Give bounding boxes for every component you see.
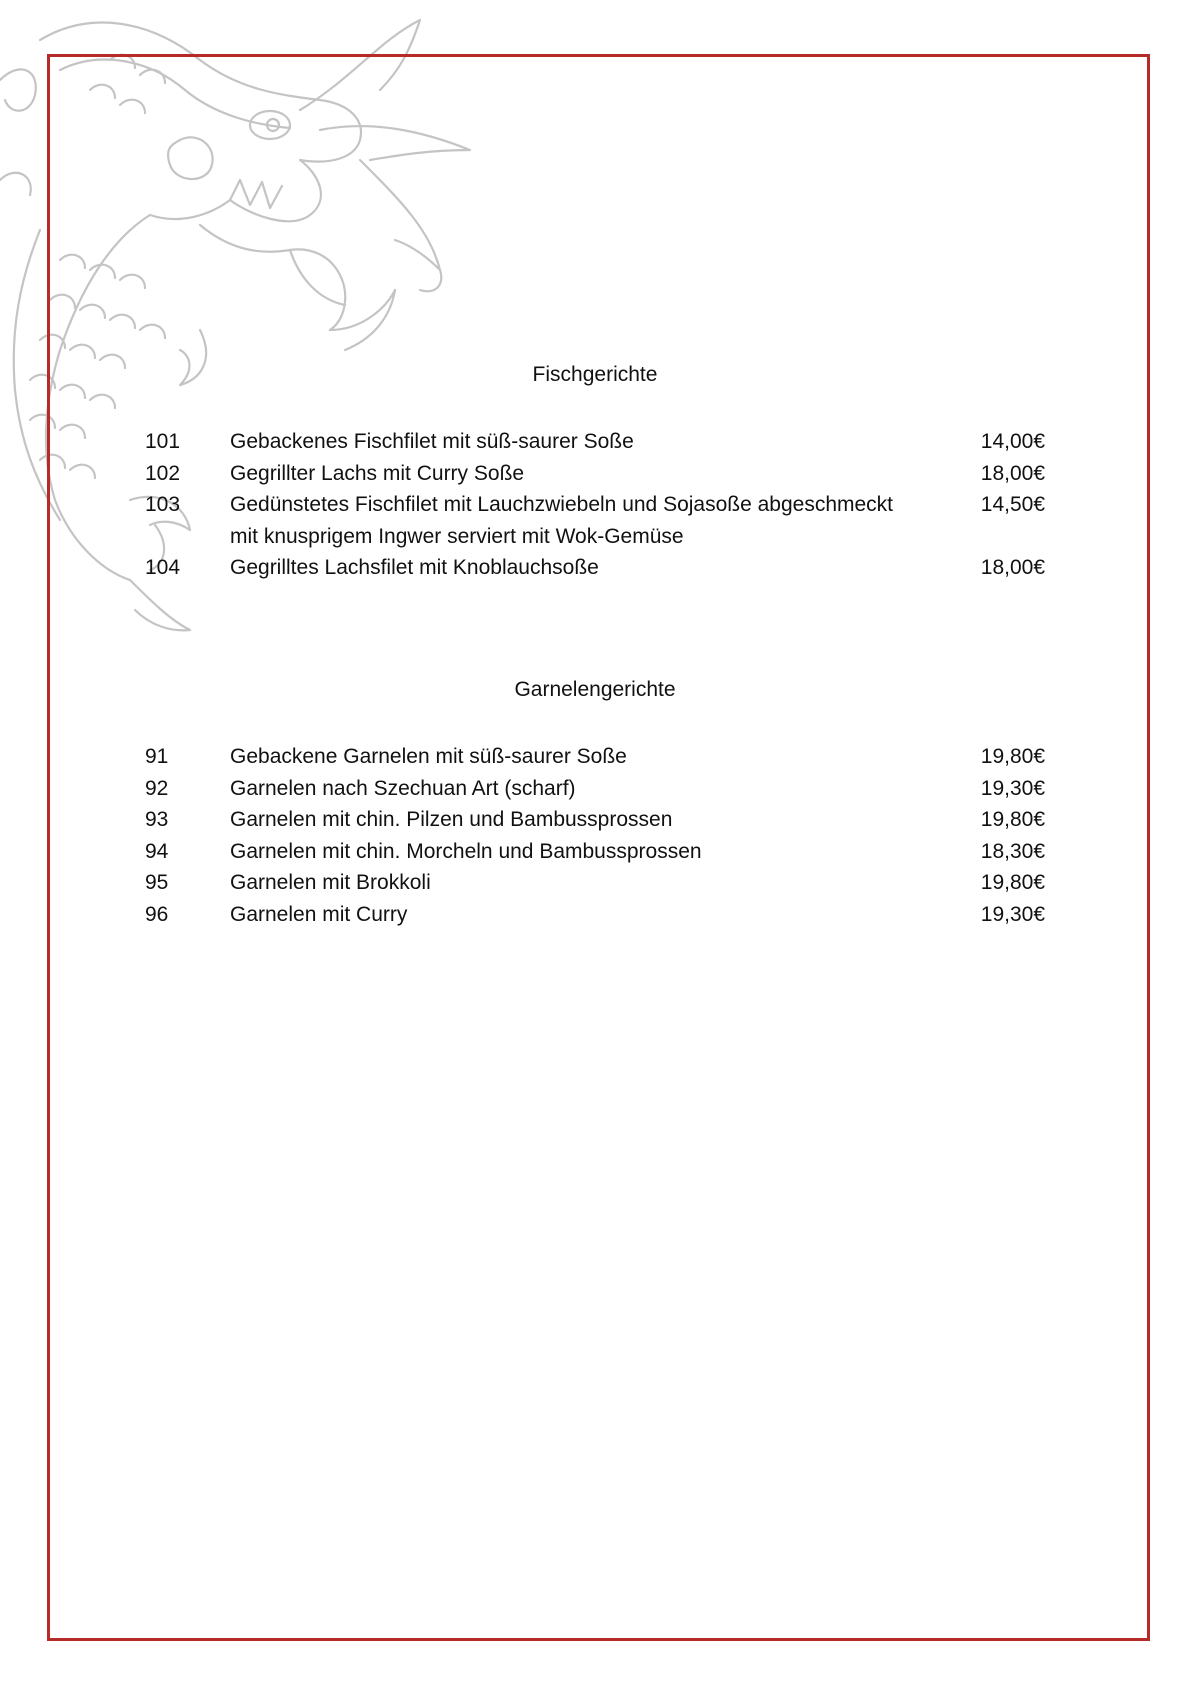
item-number: 102 xyxy=(145,461,181,485)
item-number: 103 xyxy=(145,493,181,516)
item-name: Gegrillter Lachs mit Curry Soße xyxy=(230,461,525,485)
item-number: 93 xyxy=(145,808,169,831)
menu-item xyxy=(145,426,1045,458)
item-name: Gebackenes Fischfilet mit süß-saurer Soße xyxy=(230,430,634,453)
item-name: Gedünstetes Fischfilet mit Lauchzwiebeln und Sojasoße abgeschmeckt mit knusprigem Ingwer serviert mit Wok-Gemüse xyxy=(230,493,894,548)
menu-item xyxy=(145,867,1045,899)
item-price: 19,30€ xyxy=(980,776,1045,800)
item-price: 14,50€ xyxy=(980,493,1045,516)
menu-item xyxy=(145,899,1045,931)
item-price: 19,80€ xyxy=(980,871,1045,894)
item-price: 19,80€ xyxy=(980,745,1045,768)
item-name: Garnelen mit Brokkoli xyxy=(230,871,431,894)
item-price: 19,30€ xyxy=(980,902,1045,926)
item-number: 104 xyxy=(145,556,181,579)
menu-item xyxy=(145,552,1045,584)
item-number: 92 xyxy=(145,776,169,800)
item-price: 18,30€ xyxy=(980,839,1045,863)
menu-item xyxy=(145,458,1045,490)
item-number: 91 xyxy=(145,745,169,768)
menu-item xyxy=(145,489,1045,552)
menu-item xyxy=(145,804,1045,836)
item-number: 95 xyxy=(145,871,169,894)
item-name: Garnelen mit chin. Morcheln und Bambussprossen xyxy=(230,839,702,863)
menu-item xyxy=(145,741,1045,773)
item-price: 18,00€ xyxy=(980,461,1045,485)
item-price: 18,00€ xyxy=(980,556,1045,579)
item-name: Garnelen mit chin. Pilzen und Bambussprossen xyxy=(230,808,673,831)
section-title-fischgerichte: Fischgerichte xyxy=(532,363,658,386)
item-number: 94 xyxy=(145,839,169,863)
item-number: 101 xyxy=(145,430,181,453)
section-title-garnelengerichte: Garnelengerichte xyxy=(514,678,676,701)
menu-item xyxy=(145,773,1045,805)
menu-list-garnelengerichte xyxy=(145,741,1045,930)
item-name: Gebackene Garnelen mit süß-saurer Soße xyxy=(230,745,627,768)
menu-item xyxy=(145,836,1045,868)
item-name: Garnelen nach Szechuan Art (scharf) xyxy=(230,776,576,800)
item-price: 19,80€ xyxy=(980,808,1045,831)
item-name: Gegrilltes Lachsfilet mit Knoblauchsoße xyxy=(230,556,599,579)
menu-list-fischgerichte xyxy=(145,426,1045,584)
item-price: 14,00€ xyxy=(980,430,1045,453)
item-name: Garnelen mit Curry xyxy=(230,902,408,926)
item-number: 96 xyxy=(145,902,169,926)
